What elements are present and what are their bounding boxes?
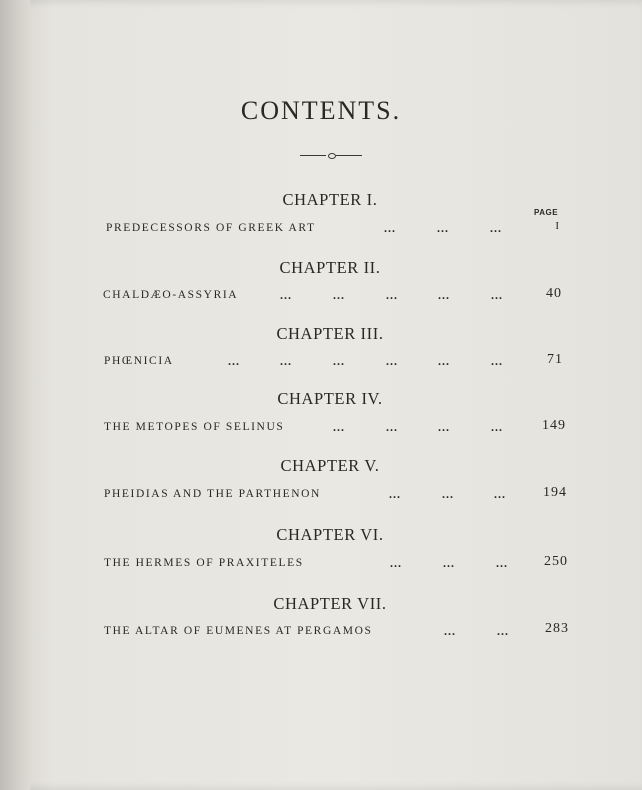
leader-dots: ...	[386, 420, 398, 434]
leader-dots: ...	[386, 288, 398, 302]
page-number: 250	[544, 554, 568, 569]
chapter-heading: CHAPTER VII.	[273, 594, 387, 613]
leader-dots: ...	[443, 556, 455, 570]
page-number: 71	[547, 352, 563, 367]
chapter-heading: CHAPTER VI.	[276, 525, 384, 544]
page-number: I	[555, 220, 560, 232]
chapter-heading: CHAPTER V.	[280, 456, 380, 475]
page-column-header: PAGE	[534, 208, 559, 217]
leader-dots: ...	[438, 420, 450, 434]
chapter-heading: CHAPTER III.	[276, 324, 384, 343]
leader-dots: ...	[442, 487, 454, 501]
leader-dots: ...	[228, 354, 240, 368]
page-number: 40	[546, 286, 562, 301]
page-title: CONTENTS.	[240, 96, 402, 125]
leader-dots: ...	[444, 624, 456, 638]
leader-dots: ...	[491, 288, 503, 302]
leader-dots: ...	[437, 221, 449, 235]
leader-dots: ...	[497, 624, 509, 638]
leader-dots: ...	[491, 420, 503, 434]
page-number: 149	[542, 418, 566, 433]
leader-dots: ...	[390, 556, 402, 570]
leader-dots: ...	[333, 354, 345, 368]
leader-dots: ...	[491, 354, 503, 368]
leader-dots: ...	[438, 288, 450, 302]
leader-dots: ...	[496, 556, 508, 570]
chapter-title: PHŒNICIA	[104, 355, 174, 367]
chapter-heading: CHAPTER IV.	[277, 389, 383, 408]
title-ornament	[300, 154, 362, 158]
leader-dots: ...	[438, 354, 450, 368]
chapter-title: CHALDÆO-ASSYRIA	[103, 289, 239, 301]
chapter-title: PREDECESSORS OF GREEK ART	[106, 222, 316, 234]
leader-dots: ...	[490, 221, 502, 235]
leader-dots: ...	[333, 420, 345, 434]
leader-dots: ...	[333, 288, 345, 302]
page-number: 283	[545, 621, 569, 636]
leader-dots: ...	[389, 487, 401, 501]
chapter-title: PHEIDIAS AND THE PARTHENON	[104, 488, 321, 500]
chapter-title: THE HERMES OF PRAXITELES	[104, 557, 304, 569]
leader-dots: ...	[494, 487, 506, 501]
chapter-heading: CHAPTER II.	[279, 258, 381, 277]
chapter-title: THE METOPES OF SELINUS	[104, 421, 285, 433]
chapter-title: THE ALTAR OF EUMENES AT PERGAMOS	[104, 625, 373, 637]
leader-dots: ...	[280, 354, 292, 368]
leader-dots: ...	[384, 221, 396, 235]
page-number: 194	[543, 485, 567, 500]
leader-dots: ...	[280, 288, 292, 302]
chapter-heading: CHAPTER I.	[282, 190, 378, 209]
leader-dots: ...	[386, 354, 398, 368]
